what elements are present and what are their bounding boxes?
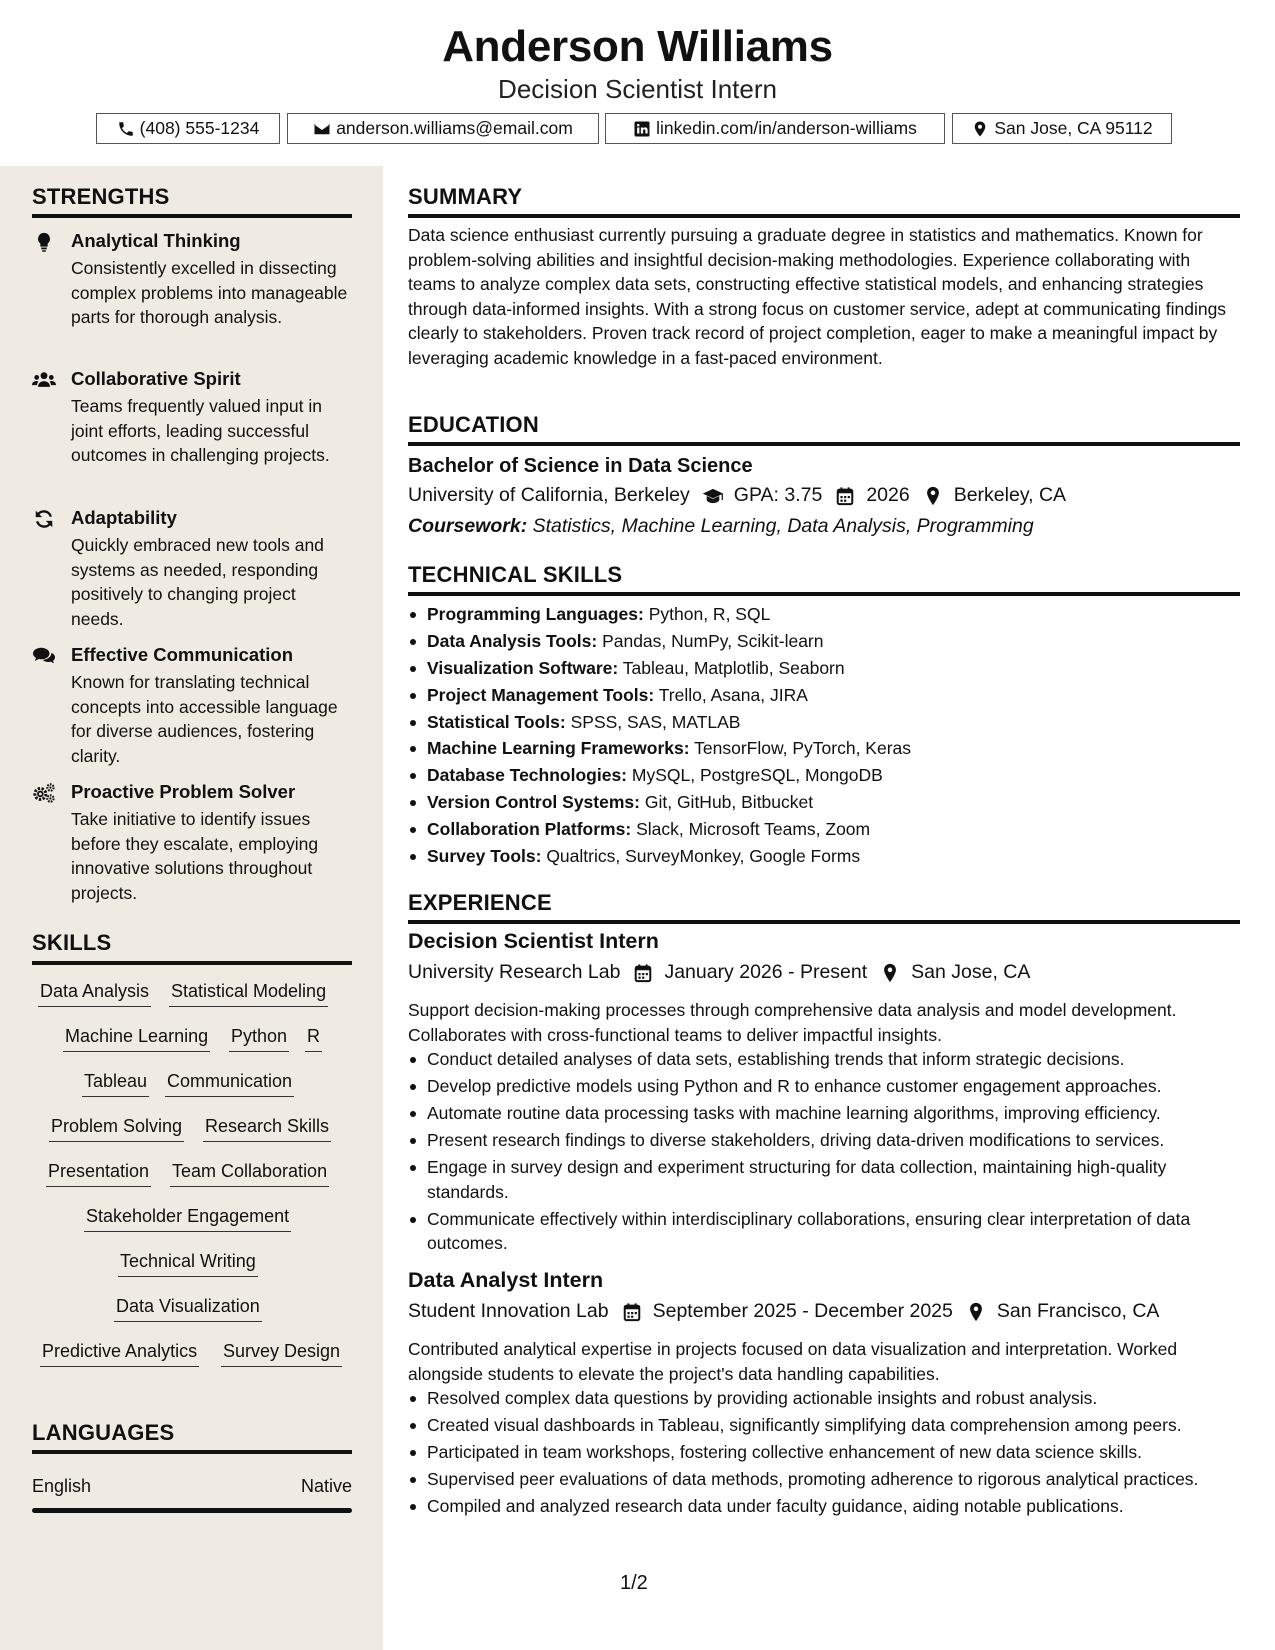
- skill-tag: Python: [229, 1026, 289, 1052]
- strength-description: Known for translating technical concepts into accessible language for diverse audiences, fostering clarity.: [71, 672, 338, 766]
- list-item: Resolved complex data questions by providing actionable insights and robust analysis.: [408, 1386, 1240, 1411]
- coursework-label: Coursework:: [408, 515, 528, 537]
- strength-title: Collaborative Spirit: [71, 368, 241, 389]
- skill-tag: Problem Solving: [49, 1116, 184, 1142]
- list-item: Version Control Systems: Git, GitHub, Bitbucket: [408, 790, 1240, 815]
- skills-rule: [32, 961, 352, 965]
- contact-phone[interactable]: [96, 113, 280, 144]
- list-item: Supervised peer evaluations of data methods, promoting adherence to rigorous analytical practices.: [408, 1467, 1240, 1492]
- map-pin-icon: [971, 120, 989, 138]
- skill-tag: Presentation: [46, 1161, 151, 1187]
- job-organization: Student Innovation Lab: [408, 1300, 609, 1322]
- contact-bar: [0, 113, 1275, 145]
- strength-item: [32, 230, 362, 356]
- candidate-title: Decision Scientist Intern: [498, 74, 777, 104]
- map-pin-icon: [922, 486, 944, 506]
- strength-description: Quickly embraced new tools and systems as needed, responding positively to changing project needs.: [71, 535, 324, 629]
- skill-tag: Team Collaboration: [170, 1161, 329, 1187]
- strength-title: Effective Communication: [71, 644, 294, 665]
- contact-phone-text: (408) 555-1234: [139, 118, 260, 138]
- list-item: Project Management Tools: Trello, Asana, JIRA: [408, 683, 1240, 708]
- education-rule: [408, 442, 1240, 446]
- education-heading: EDUCATION: [408, 412, 539, 437]
- job-location: San Francisco, CA: [996, 1300, 1160, 1322]
- summary-text: Data science enthusiast currently pursuing a graduate degree in statistics and mathematics. Known for problem-solving abilities and insightful decision-making methodologies. Experience collaborating with teams to analyze complex data sets, constructing effective statistical models, and enhancing strategies through data-informed insights. With a strong focus on customer service, adept at communicating findings clearly to stakeholders. Proven track record of project completion, eager to make a meaningful impact by leveraging academic knowledge in a fast-paced environment.: [408, 225, 1227, 368]
- skill-tag: Communication: [165, 1071, 294, 1097]
- language-name: English: [32, 1476, 92, 1496]
- list-item: Statistical Tools: SPSS, SAS, MATLAB: [408, 710, 1240, 735]
- job-organization: University Research Lab: [408, 961, 621, 983]
- job-title: Data Analyst Intern: [408, 1268, 604, 1292]
- sync-icon: [32, 508, 56, 530]
- users-icon: [32, 369, 56, 391]
- main-content: [408, 166, 1240, 1650]
- skill-tag: Research Skills: [203, 1116, 331, 1142]
- chat-icon: [32, 645, 56, 667]
- contact-location: [952, 113, 1172, 144]
- contact-linkedin-text: linkedin.com/in/anderson-williams: [656, 118, 917, 138]
- list-item: Visualization Software: Tableau, Matplotlib, Seaborn: [408, 656, 1240, 681]
- gpa-value: GPA: 3.75: [733, 484, 823, 506]
- skills-heading: SKILLS: [32, 930, 112, 955]
- languages-heading: LANGUAGES: [32, 1420, 175, 1445]
- skill-tag: Stakeholder Engagement: [84, 1206, 291, 1232]
- lightbulb-icon: [32, 231, 56, 253]
- strength-item: [32, 507, 362, 633]
- graduation-year: 2026: [866, 484, 910, 506]
- strength-description: Teams frequently valued input in joint efforts, leading successful outcomes in challenging projects.: [71, 396, 330, 465]
- strength-description: Take initiative to identify issues before they escalate, employing innovative solutions throughout projects.: [71, 809, 319, 903]
- technical-skills-heading: TECHNICAL SKILLS: [408, 562, 623, 587]
- list-item: Develop predictive models using Python and R to enhance customer engagement approaches.: [408, 1074, 1240, 1099]
- map-pin-icon: [879, 963, 901, 983]
- skill-tag: Tableau: [82, 1071, 149, 1097]
- job-location: San Jose, CA: [911, 961, 1031, 983]
- strengths-heading: STRENGTHS: [32, 184, 170, 209]
- contact-email-text: anderson.williams@email.com: [336, 118, 573, 138]
- strength-description: Consistently excelled in dissecting complex problems into manageable parts for thorough analysis.: [71, 258, 348, 327]
- skill-tag: Statistical Modeling: [169, 981, 328, 1007]
- technical-skills-list: [408, 602, 1240, 871]
- envelope-icon: [313, 120, 331, 138]
- skill-tag: Technical Writing: [118, 1251, 258, 1277]
- phone-icon: [117, 120, 135, 138]
- list-item: Present research findings to diverse stakeholders, driving data-driven modifications to services.: [408, 1128, 1240, 1153]
- contact-email[interactable]: [287, 113, 599, 144]
- degree-title: Bachelor of Science in Data Science: [408, 455, 753, 477]
- strength-item: [32, 781, 362, 907]
- language-level-bar: [32, 1508, 352, 1513]
- job-summary: Contributed analytical expertise in projects focused on data visualization and interpretation. Worked alongside students to elevate the project's data handling capabilities.: [408, 1339, 1178, 1384]
- strength-item: [32, 368, 362, 494]
- strength-title: Analytical Thinking: [71, 230, 241, 251]
- technical-skills-rule: [408, 592, 1240, 596]
- list-item: Communicate effectively within interdisciplinary collaborations, ensuring clear interpretation of data outcomes.: [408, 1207, 1240, 1256]
- job-bullets: [408, 1047, 1240, 1256]
- skill-tag: Survey Design: [221, 1341, 342, 1367]
- candidate-name: Anderson Williams: [442, 22, 833, 71]
- skill-tag: Machine Learning: [63, 1026, 210, 1052]
- contact-linkedin[interactable]: [605, 113, 945, 144]
- list-item: Machine Learning Frameworks: TensorFlow, PyTorch, Keras: [408, 736, 1240, 761]
- coursework: [408, 515, 1034, 538]
- summary-rule: [408, 214, 1240, 218]
- list-item: Database Technologies: MySQL, PostgreSQL, MongoDB: [408, 763, 1240, 788]
- list-item: Participated in team workshops, fostering collective enhancement of new data science skills.: [408, 1440, 1240, 1465]
- job-dates: September 2025 - December 2025: [652, 1300, 953, 1322]
- page-indicator: 1/2: [620, 1572, 648, 1594]
- languages-rule: [32, 1450, 352, 1454]
- coursework-list: Statistics, Machine Learning, Data Analysis, Programming: [532, 515, 1034, 537]
- strength-title: Proactive Problem Solver: [71, 781, 296, 802]
- calendar-icon: [834, 486, 856, 506]
- gears-icon: [32, 782, 56, 804]
- map-pin-icon: [965, 1302, 987, 1322]
- experience-rule: [408, 920, 1240, 924]
- calendar-icon: [621, 1302, 643, 1322]
- skill-tag: Data Visualization: [114, 1296, 262, 1322]
- list-item: Data Analysis Tools: Pandas, NumPy, Scikit-learn: [408, 629, 1240, 654]
- sidebar: [0, 166, 383, 1650]
- strength-title: Adaptability: [71, 507, 177, 528]
- school-name: University of California, Berkeley: [408, 484, 690, 506]
- job-summary: Support decision-making processes through comprehensive data analysis and model development. Collaborates with cross-functional teams to deliver impactful insights.: [408, 1000, 1177, 1045]
- job-title: Decision Scientist Intern: [408, 929, 659, 953]
- summary-heading: SUMMARY: [408, 184, 523, 209]
- list-item: Engage in survey design and experiment structuring for data collection, maintaining high-quality standards.: [408, 1155, 1240, 1204]
- job-dates: January 2026 - Present: [664, 961, 868, 983]
- job-bullets: [408, 1386, 1240, 1519]
- list-item: Conduct detailed analyses of data sets, establishing trends that inform strategic decisions.: [408, 1047, 1240, 1072]
- education-meta: [408, 484, 1240, 507]
- linkedin-icon: [633, 120, 651, 138]
- graduation-cap-icon: [702, 486, 724, 506]
- list-item: Created visual dashboards in Tableau, significantly simplifying data comprehension among peers.: [408, 1413, 1240, 1438]
- resume-header: [0, 0, 1275, 166]
- list-item: Automate routine data processing tasks with machine learning algorithms, improving efficiency.: [408, 1101, 1240, 1126]
- language-level: Native: [300, 1476, 352, 1496]
- language-row: [32, 1476, 352, 1497]
- school-location: Berkeley, CA: [953, 484, 1067, 506]
- list-item: Collaboration Platforms: Slack, Microsoft Teams, Zoom: [408, 817, 1240, 842]
- strengths-rule: [32, 214, 352, 218]
- list-item: Compiled and analyzed research data under faculty guidance, aiding notable publications.: [408, 1494, 1240, 1519]
- list-item: Programming Languages: Python, R, SQL: [408, 602, 1240, 627]
- skill-tag: R: [305, 1026, 322, 1052]
- job-meta: [408, 1300, 1240, 1323]
- calendar-icon: [632, 963, 654, 983]
- skill-tag: Data Analysis: [38, 981, 151, 1007]
- strength-item: [32, 644, 362, 770]
- list-item: Survey Tools: Qualtrics, SurveyMonkey, Google Forms: [408, 844, 1240, 869]
- contact-location-text: San Jose, CA 95112: [994, 118, 1153, 138]
- skill-tag: Predictive Analytics: [40, 1341, 199, 1367]
- job-meta: [408, 961, 1240, 984]
- experience-heading: EXPERIENCE: [408, 890, 552, 915]
